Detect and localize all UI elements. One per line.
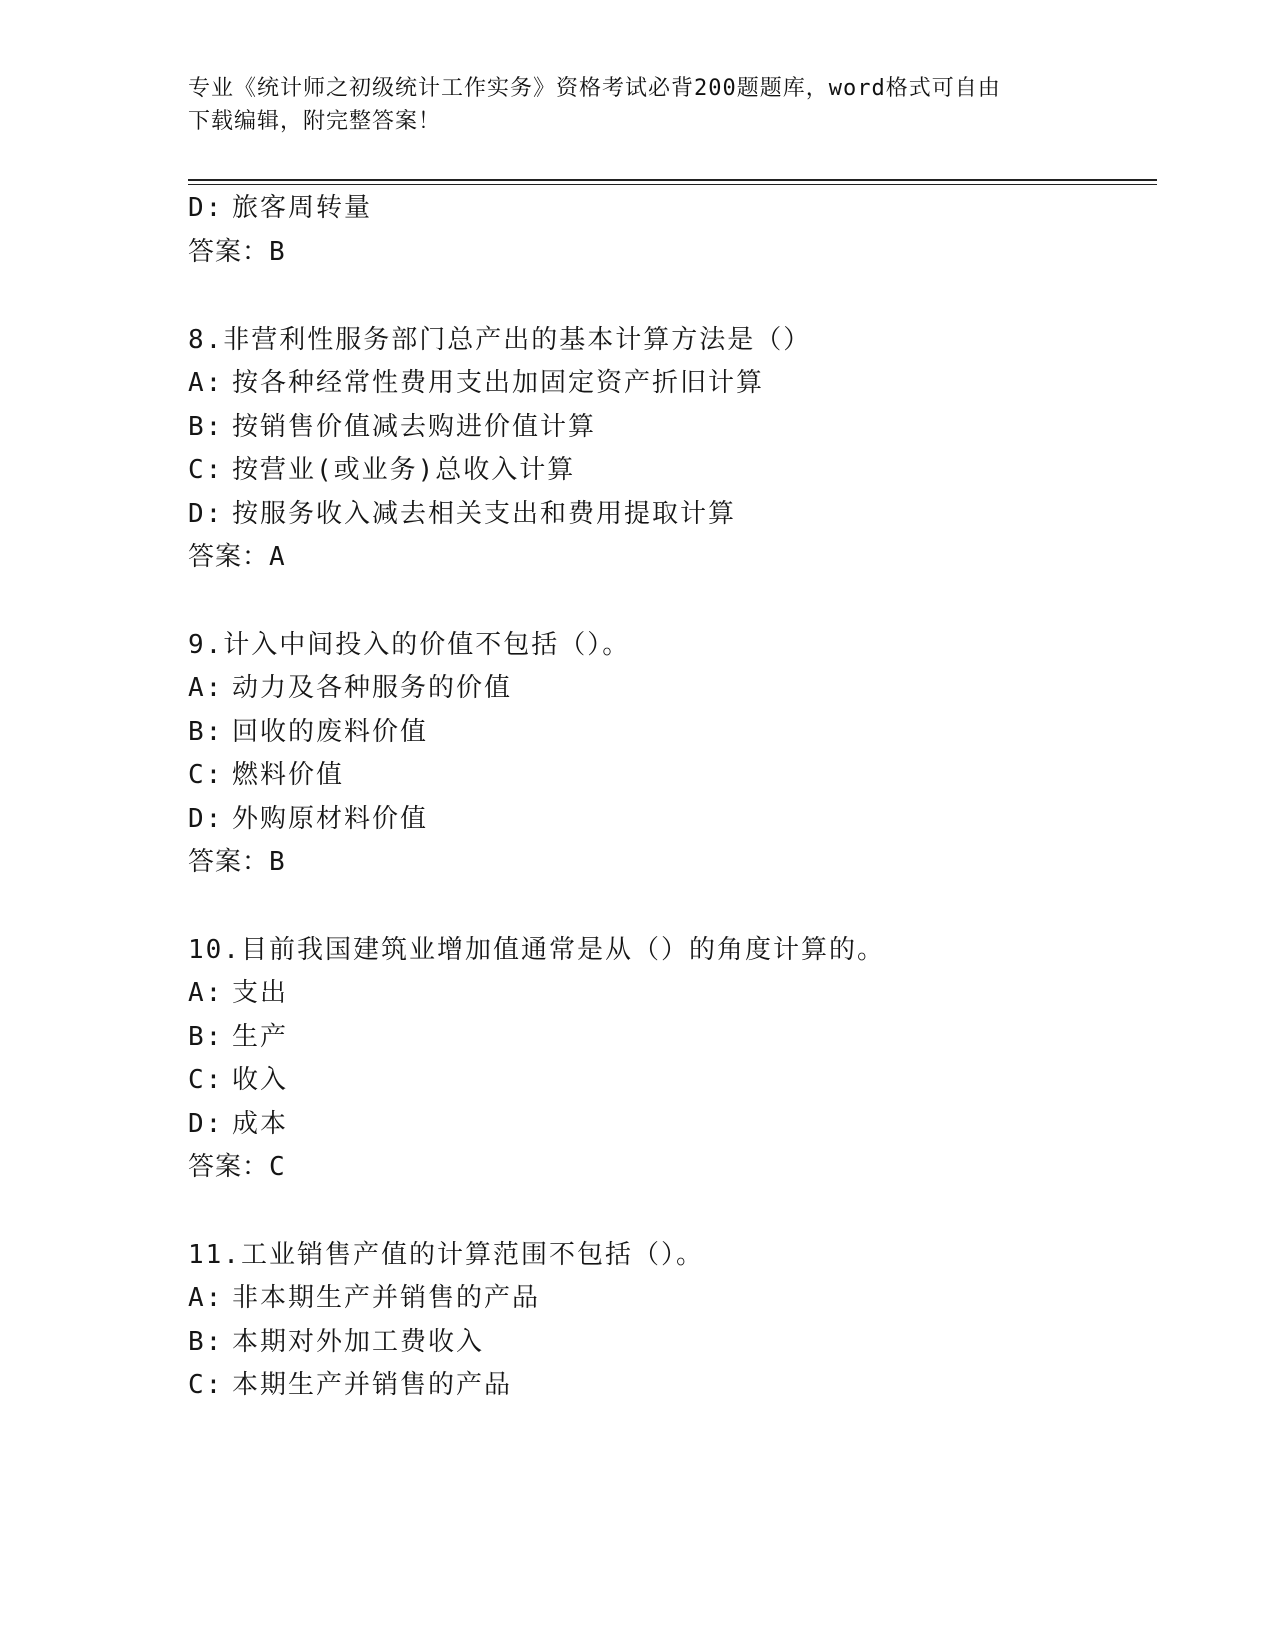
option-text: 外购原材料价值 xyxy=(232,804,429,834)
question-10-stem: 10.目前我国建筑业增加值通常是从（）的角度计算的。 xyxy=(188,935,885,965)
option-text: 按服务收入减去相关支出和费用提取计算 xyxy=(232,499,737,529)
option-text: 收入 xyxy=(232,1065,289,1095)
question-9-option-b xyxy=(188,712,428,752)
option-text: 旅客周转量 xyxy=(232,193,373,223)
question-10-option-a xyxy=(188,973,288,1013)
option-label: D: xyxy=(188,499,224,529)
option-text: 按销售价值减去购进价值计算 xyxy=(232,412,597,442)
question-9-option-a xyxy=(188,668,512,708)
option-text: 按各种经常性费用支出加固定资产折旧计算 xyxy=(232,368,765,398)
option-label: D: xyxy=(188,804,224,834)
option-label: B: xyxy=(188,1327,224,1357)
question-8-answer: 答案：A xyxy=(188,542,286,572)
option-label: C: xyxy=(188,455,224,485)
question-8-option-d xyxy=(188,494,736,534)
continued-answer: 答案：B xyxy=(188,237,286,267)
question-10-option-b xyxy=(188,1017,288,1057)
option-text: 生产 xyxy=(232,1022,289,1052)
question-10-option-d xyxy=(188,1104,288,1144)
question-9-option-d xyxy=(188,799,428,839)
header-rule-thin xyxy=(188,184,1157,185)
header-rule-thick xyxy=(188,179,1157,181)
option-text: 支出 xyxy=(232,978,289,1008)
question-8-stem: 8.非营利性服务部门总产出的基本计算方法是（） xyxy=(188,325,812,355)
header-line-1: 专业《统计师之初级统计工作实务》资格考试必背200题题库，word格式可自由 xyxy=(188,76,1001,101)
option-text: 成本 xyxy=(232,1109,289,1139)
header-line-2: 下载编辑，附完整答案！ xyxy=(188,109,442,134)
option-text: 按营业(或业务)总收入计算 xyxy=(232,455,576,485)
question-10-option-c xyxy=(188,1060,288,1100)
question-11-option-a xyxy=(188,1278,540,1318)
option-text: 非本期生产并销售的产品 xyxy=(232,1283,541,1313)
option-label: B: xyxy=(188,717,224,747)
question-9-option-c xyxy=(188,755,344,795)
option-label: C: xyxy=(188,1065,224,1095)
question-11-stem: 11.工业销售产值的计算范围不包括（）。 xyxy=(188,1240,704,1270)
option-label: C: xyxy=(188,760,224,790)
option-label: D: xyxy=(188,1109,224,1139)
option-text: 本期对外加工费收入 xyxy=(232,1327,485,1357)
question-8-option-b xyxy=(188,407,596,447)
question-11-option-c xyxy=(188,1365,512,1405)
continued-option-d xyxy=(188,188,372,228)
question-9-stem: 9.计入中间投入的价值不包括（）。 xyxy=(188,630,631,660)
question-11-option-b xyxy=(188,1322,484,1362)
document-header xyxy=(188,72,1088,138)
option-label: C: xyxy=(188,1370,224,1400)
question-8-option-a xyxy=(188,363,764,403)
question-9-answer: 答案：B xyxy=(188,847,286,877)
option-label: B: xyxy=(188,1022,224,1052)
option-text: 燃料价值 xyxy=(232,760,345,790)
option-label: A: xyxy=(188,673,224,703)
question-10-answer: 答案：C xyxy=(188,1152,286,1182)
question-8-option-c xyxy=(188,450,575,490)
option-text: 回收的废料价值 xyxy=(232,717,429,747)
option-text: 本期生产并销售的产品 xyxy=(232,1370,513,1400)
option-label: A: xyxy=(188,1283,224,1313)
option-label: B: xyxy=(188,412,224,442)
option-text: 动力及各种服务的价值 xyxy=(232,673,513,703)
option-label: A: xyxy=(188,978,224,1008)
option-label: A: xyxy=(188,368,224,398)
option-label: D: xyxy=(188,193,224,223)
